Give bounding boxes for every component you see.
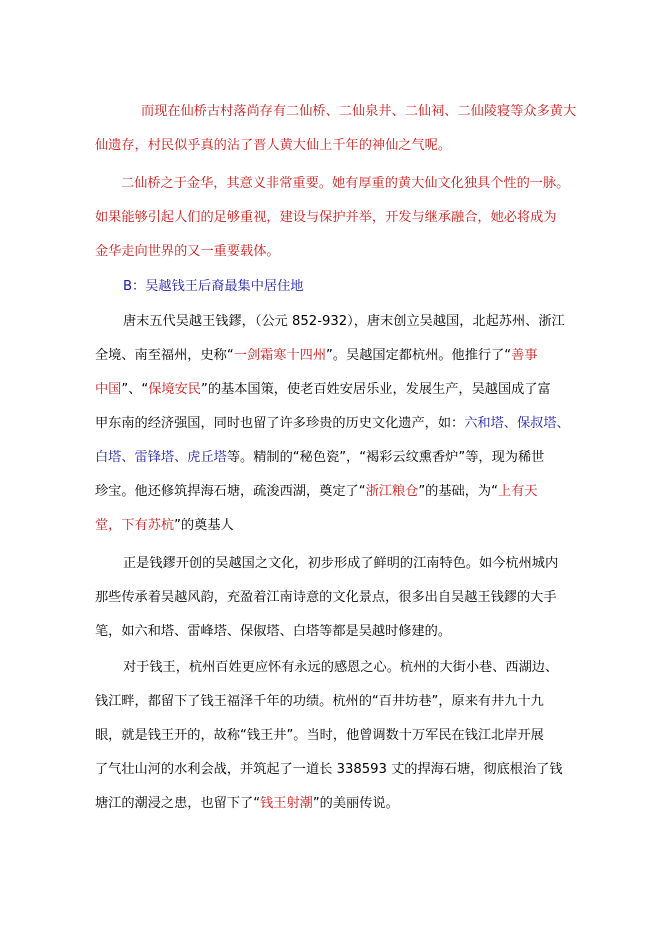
para4-line1: 正是钱鏐开创的吴越国之文化，初步形成了鲜明的江南特色。如今杭州城内 — [123, 556, 559, 571]
quote-liangcang: 浙江粮仓 — [365, 484, 419, 499]
para3-line5 — [95, 449, 544, 467]
quote-zhongguo: 中国 — [95, 382, 122, 397]
para2-line2: 如果能够引起人们的足够重视，建设与保护并举，开发与继承融合，她必将成为 — [95, 210, 557, 225]
section-heading-b: B：吴越钱王后裔最集中居住地 — [123, 279, 304, 294]
quote-yijian: 一剑霜寒十四州 — [233, 348, 327, 363]
quote-shangyoutian: 上有天 — [497, 484, 538, 499]
para3-line3-d: ”的基本国策，使老百姓安居乐业，发展生产，吴越国成了富 — [200, 382, 551, 397]
para5-line4: 了气壮山河的水利会战，并筑起了一道长 338593 丈的捍海石塘，彻底根治了钱 — [95, 762, 563, 777]
quote-suhang: 堂，下有苏杭 — [95, 518, 175, 533]
para5-line2: 钱江畔，都留下了钱王福泽千年的功绩。杭州的“百井坊巷”，原来有井九十九 — [95, 694, 544, 709]
para3-line5-b: 等。精制的“秘色瓷”，“褐彩云纹熏香炉”等，现为稀世 — [226, 450, 545, 465]
para2-line1: 二仙桥之于金华，其意义非常重要。她有厚重的黄大仙文化独具个性的一脉。 — [121, 176, 570, 191]
para3-line2-a: 全境、南至福州，史称“ — [95, 348, 234, 363]
para3-line6 — [95, 483, 538, 501]
para3-line4-a: 甲东南的经济强国，同时也留了许多珍贵的历史文化遗产，如： — [95, 416, 465, 431]
para5-line3: 眼，就是钱王开的，故称“钱王井”。当时，他曾调数十万军民在钱江北岸开展 — [95, 728, 544, 743]
para3-line4 — [95, 415, 570, 433]
para3-line7-b: ”的奠基人 — [174, 518, 234, 533]
para3-line2 — [95, 347, 538, 365]
para5-line5 — [95, 795, 399, 813]
para4-line3: 笔，如六和塔、雷峰塔、保俶塔、白塔等都是吴越时修建的。 — [95, 624, 452, 639]
para4-line2: 那些传承着吴越风韵，充盈着江南诗意的文化景点，很多出自吴越王钱鏐的大手 — [95, 590, 557, 605]
para3-line3-b: ”、“ — [121, 382, 149, 397]
quote-shechao: 钱王射潮 — [260, 796, 313, 811]
para3-line2-c: ”。吴越国定都杭州。他推行了“ — [326, 348, 512, 363]
pagodas-part1: 六和塔、保叔塔、 — [464, 416, 570, 431]
para3-line1: 唐末五代吴越王钱鏐，（公元 852-932），唐末创立吴越国，北起苏州、浙江 — [123, 314, 565, 329]
para3-line6-c: ”的基础，为“ — [418, 484, 498, 499]
para1-line1: 而现在仙桥古村落尚存有二仙桥、二仙泉井、二仙祠、二仙陵寝等众多黄大 — [141, 104, 577, 119]
para3-line6-a: 珍宝。他还修筑捍海石塘，疏浚西湖，奠定了“ — [95, 484, 366, 499]
para5-line5-c: ”的美丽传说。 — [312, 796, 399, 811]
para5-line1: 对于钱王，杭州百姓更应怀有永远的感恩之心。杭州的大街小巷、西湖边、 — [123, 660, 559, 675]
para2-line3: 金华走向世界的又一重要载体。 — [95, 244, 280, 259]
para3-line7 — [95, 517, 234, 535]
para3-line3 — [95, 381, 551, 399]
pagodas-part2: 白塔、雷锋塔、虎丘塔 — [95, 450, 227, 465]
quote-baojing: 保境安民 — [148, 382, 201, 397]
quote-shanshi: 善事 — [511, 348, 538, 363]
para1-line2: 仙遗存，村民似乎真的沾了晋人黄大仙上千年的神仙之气呢。 — [95, 138, 452, 153]
para5-line5-a: 塘江的潮浸之患，也留下了“ — [95, 796, 261, 811]
